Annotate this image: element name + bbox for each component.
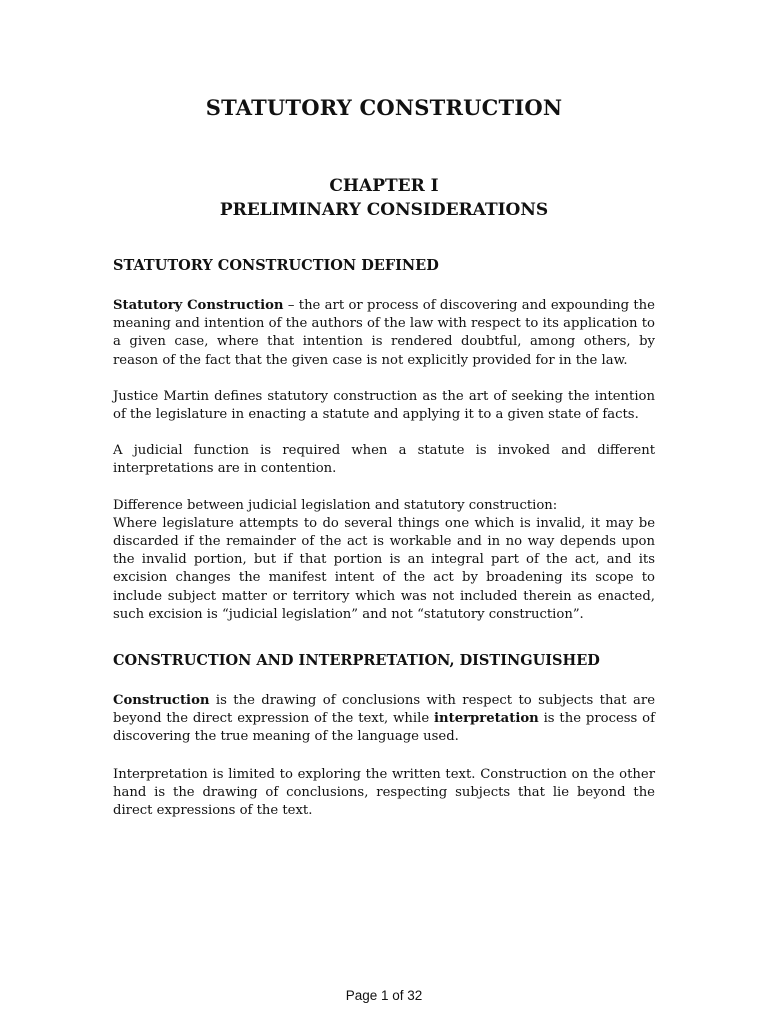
paragraph-difference-intro: Difference between judicial legislation and statutory construction: (113, 497, 558, 513)
term-interpretation: interpretation (434, 711, 539, 727)
page-number: Page 1 of 32 (345, 988, 423, 1003)
paragraph-justice-martin: Justice Martin defines statutory construction as the art of seeking the intention of the legislature in enacting a statute and applying it to a given state of facts. (113, 388, 655, 423)
paragraph-judicial-function: A judicial function is required when a statute is invoked and different interpretations are in contention. (113, 443, 655, 477)
paragraph-difference-body: Where legislature attempts to do several things one which is invalid, it may be discarded if the remainder of the act is workable and in no way depends upon the invalid portion, but if that portion is an integral part of the act, and its excision changes the manifest intent of the act by broadening its scope to include subject matter or territory which was not included therein as enacted, such excision is “judicial legislation” and not “statutory construction”. (113, 515, 655, 622)
paragraph-construction-vs-interpretation (113, 692, 655, 747)
section-heading-definition: STATUTORY CONSTRUCTION DEFINED (113, 257, 439, 274)
term-construction: Construction (113, 693, 210, 709)
paragraph-text: is the drawing of conclusions with respect to subjects that are beyond the direct expression of the text, while (113, 693, 655, 727)
term-statutory-construction: Statutory Construction (113, 298, 284, 313)
paragraph-group-difference (113, 497, 655, 624)
chapter-title: PRELIMINARY CONSIDERATIONS (219, 200, 549, 220)
chapter-heading (113, 174, 655, 222)
chapter-number: CHAPTER I (329, 176, 439, 196)
section-heading-distinguished: CONSTRUCTION AND INTERPRETATION, DISTINGUISHED (113, 652, 600, 670)
paragraph-definition (113, 297, 655, 370)
document-title: STATUTORY CONSTRUCTION (205, 95, 563, 120)
paragraph-text: – the art or process of discovering and expounding the meaning and intention of the authors of the law with respect to its application to a given case, where that intention is rendered doubtful, among others, by reason of the fact that the given case is not explicitly provided for in the law. (113, 298, 655, 368)
paragraph-interpretation-limited: Interpretation is limited to exploring the written text. Construction on the other hand is the drawing of conclusions, respecting subjects that lie beyond the direct expressions of the text. (113, 766, 655, 819)
paragraph-text: is the process of discovering the true meaning of the language used. (113, 711, 655, 745)
